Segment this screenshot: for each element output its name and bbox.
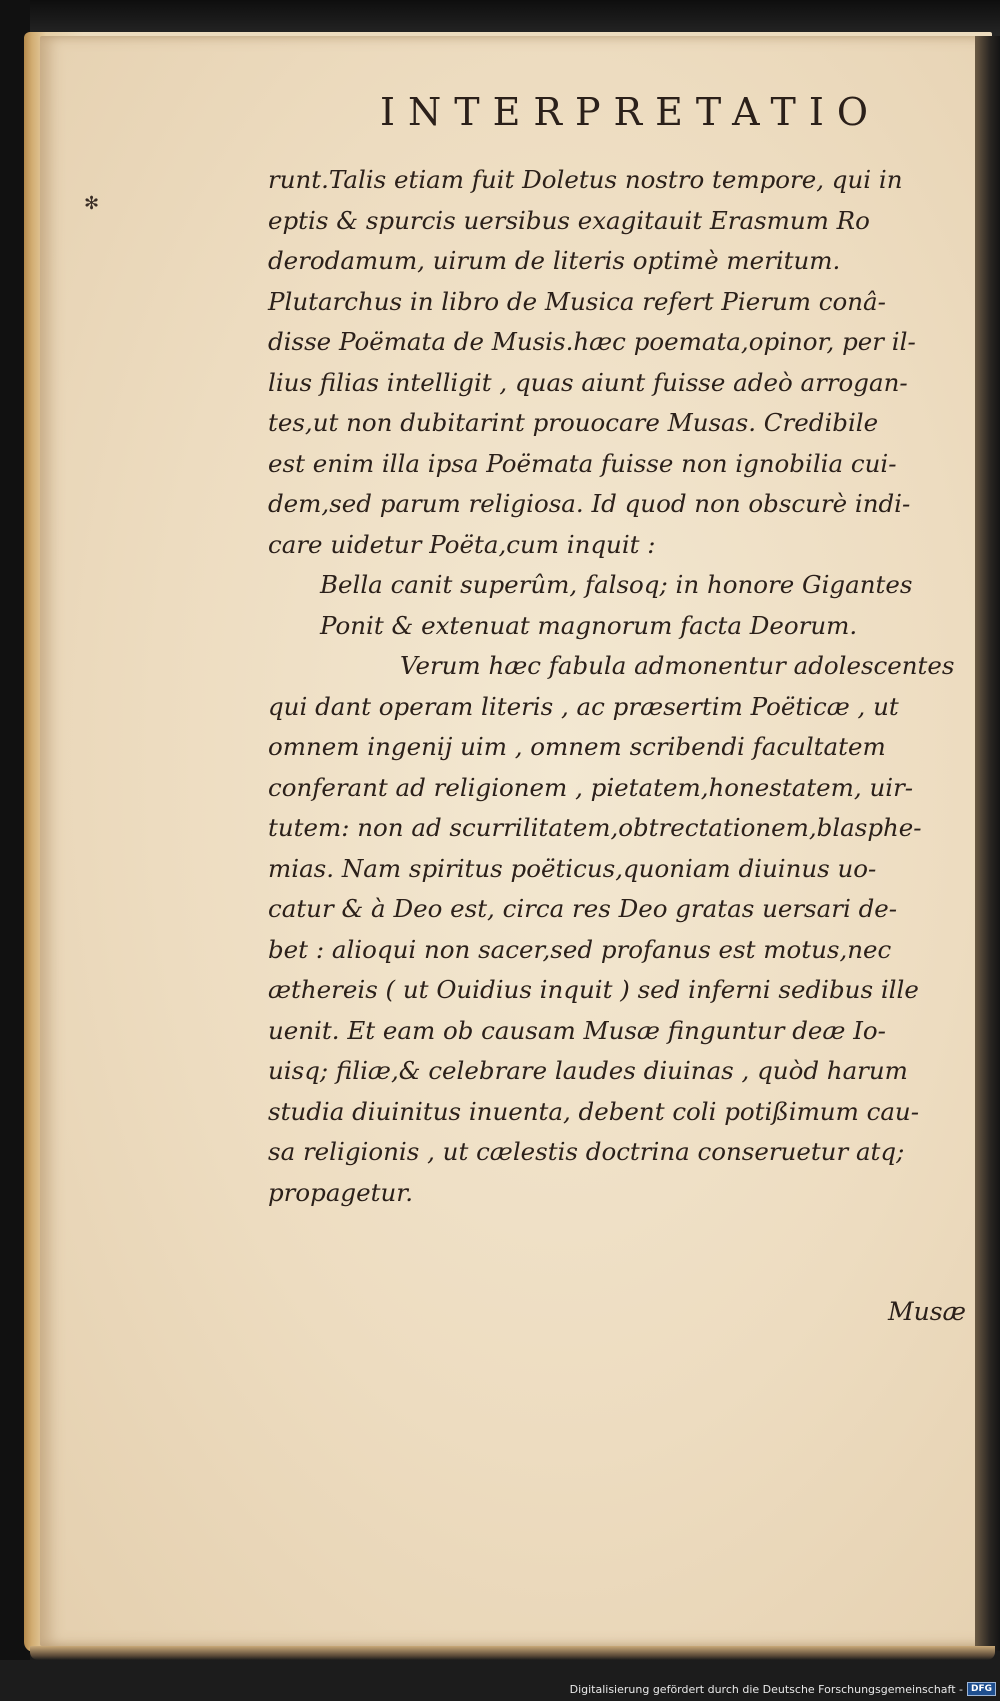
digitization-credit bbox=[570, 1682, 996, 1696]
verse-line: Bella canit superûm, falsoq; in honore Gigantes bbox=[320, 570, 913, 599]
text-line: tes,ut non dubitarint prouocare Musas. Credibile bbox=[268, 408, 879, 437]
text-line: propagetur. bbox=[268, 1177, 414, 1207]
text-line: uisq; filiæ,& celebrare laudes diuinas , quòd harum bbox=[268, 1056, 908, 1085]
text-line: disse Poëmata de Musis.hæc poemata,opinor, per il- bbox=[268, 327, 916, 356]
text-line: tutem: non ad scurrilitatem,obtrectationem,blasphe- bbox=[268, 813, 922, 842]
running-header: INTERPRETATIO bbox=[380, 90, 882, 134]
text-line: Plutarchus in libro de Musica refert Pierum conâ- bbox=[268, 286, 886, 316]
text-line: bet : alioqui non sacer,sed profanus est motus,nec bbox=[268, 934, 892, 964]
credit-text: Digitalisierung gefördert durch die Deutsche Forschungsgemeinschaft - bbox=[569, 1682, 963, 1696]
text-line: care uidetur Poëta,cum inquit : bbox=[268, 529, 656, 559]
text-line: dem,sed parum religiosa. Id quod non obscurè indi- bbox=[268, 489, 911, 518]
body-text bbox=[268, 160, 958, 1213]
margin-ink-mark: ✻ bbox=[84, 193, 100, 214]
text-line: runt.Talis etiam fuit Doletus nostro tempore, qui in bbox=[268, 165, 903, 194]
text-line: catur & à Deo est, circa res Deo gratas uersari de- bbox=[268, 894, 898, 923]
text-line: eptis & spurcis uersibus exagitauit Erasmum Ro bbox=[268, 205, 870, 235]
text-line: derodamum, uirum de literis optimè meritum. bbox=[268, 246, 841, 275]
verse-line: Ponit & extenuat magnorum facta Deorum. bbox=[320, 610, 858, 640]
text-line: omnem ingenij uim , omnem scribendi facultatem bbox=[268, 732, 886, 761]
text-line: qui dant operam literis , ac præsertim Poëticæ , ut bbox=[268, 691, 899, 721]
text-line: uenit. Et eam ob causam Musæ finguntur deæ Io- bbox=[268, 1015, 886, 1045]
text-line: est enim illa ipsa Poëmata fuisse non ignobilia cui- bbox=[268, 448, 897, 478]
page-bottom-edge bbox=[30, 1646, 995, 1660]
dfg-logo: DFG bbox=[967, 1682, 996, 1696]
text-line: sa religionis , ut cælestis doctrina conseruetur atq; bbox=[268, 1137, 905, 1166]
catchword: Musæ bbox=[888, 1297, 967, 1326]
text-line: mias. Nam spiritus poëticus,quoniam diuinus uo- bbox=[268, 853, 877, 883]
text-line: conferant ad religionem , pietatem,honestatem, uir- bbox=[268, 772, 914, 802]
text-line: lius filias intelligit , quas aiunt fuisse adeò arrogan- bbox=[268, 367, 908, 397]
text-line: studia diuinitus inuenta, debent coli potißimum cau- bbox=[268, 1096, 919, 1126]
paragraph-start-line: Verum hæc fabula admonentur adolescentes bbox=[400, 651, 955, 680]
page-gutter-shadow bbox=[975, 36, 1000, 1651]
text-line: æthereis ( ut Ouidius inquit ) sed inferni sedibus ille bbox=[268, 975, 919, 1004]
